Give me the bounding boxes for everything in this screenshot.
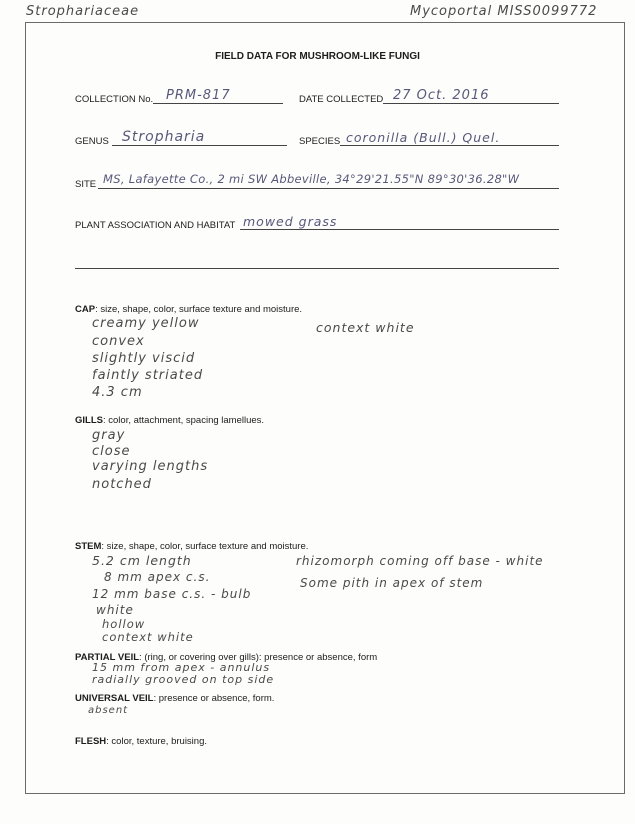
habitat-line-2 — [75, 268, 559, 269]
gills-line-2[interactable]: close — [92, 444, 131, 459]
collection-number-label: COLLECTION No. — [75, 94, 154, 105]
collection-number-value[interactable]: PRM-817 — [166, 88, 231, 103]
partial-veil-line-2[interactable]: radially grooved on top side — [92, 673, 275, 686]
habitat-line — [240, 229, 559, 230]
stem-note-2[interactable]: Some pith in apex of stem — [300, 576, 484, 590]
species-line — [340, 145, 559, 146]
gills-line-1[interactable]: gray — [92, 428, 126, 443]
site-label: SITE — [75, 179, 97, 190]
cap-line-5[interactable]: 4.3 cm — [92, 385, 143, 400]
gills-title-rest: : color, attachment, spacing lamellues. — [102, 415, 265, 426]
family-name: Strophariaceae — [26, 4, 140, 19]
gills-line-4[interactable]: notched — [92, 477, 152, 492]
habitat-label: PLANT ASSOCIATION AND HABITAT — [75, 220, 236, 231]
cap-section-title — [75, 304, 302, 315]
stem-note-1[interactable]: rhizomorph coming off base - white — [296, 554, 544, 568]
form-title: FIELD DATA FOR MUSHROOM-LIKE FUNGI — [215, 51, 420, 62]
cap-line-3[interactable]: slightly viscid — [92, 351, 196, 366]
stem-section-title — [75, 541, 308, 552]
date-collected-line — [383, 103, 559, 104]
cap-title-bold: CAP — [75, 304, 96, 315]
stem-title-rest: : size, shape, color, surface texture and moisture. — [101, 541, 309, 552]
partial-veil-line-1[interactable]: 15 mm from apex - annulus — [92, 661, 271, 674]
genus-label: GENUS — [75, 136, 109, 147]
universal-veil-section-title — [75, 693, 274, 704]
flesh-section-title — [75, 736, 207, 747]
cap-line-2[interactable]: convex — [92, 334, 145, 349]
genus-value[interactable]: Stropharia — [122, 129, 206, 145]
universal-veil-title-rest: : presence or absence, form. — [153, 693, 275, 704]
gills-line-3[interactable]: varying lengths — [92, 459, 209, 474]
date-collected-label: DATE COLLECTED — [299, 94, 384, 105]
site-line — [98, 188, 559, 189]
stem-line-6[interactable]: context white — [102, 630, 194, 644]
cap-note[interactable]: context white — [316, 320, 415, 335]
genus-line — [112, 145, 287, 146]
habitat-value[interactable]: mowed grass — [243, 214, 338, 229]
universal-veil-title-bold: UNIVERSAL VEIL — [75, 693, 154, 704]
species-value[interactable]: coronilla (Bull.) Quel. — [346, 130, 501, 145]
stem-title-bold: STEM — [75, 541, 102, 552]
flesh-title-bold: FLESH — [75, 736, 107, 747]
stem-line-3[interactable]: 12 mm base c.s. - bulb — [92, 587, 252, 601]
cap-title-rest: : size, shape, color, surface texture and moisture. — [95, 304, 303, 315]
universal-veil-line-1[interactable]: absent — [88, 705, 129, 716]
flesh-title-rest: : color, texture, bruising. — [106, 736, 207, 747]
site-value[interactable]: MS, Lafayette Co., 2 mi SW Abbeville, 34°29'21.55"N 89°30'36.28"W — [103, 172, 520, 186]
gills-title-bold: GILLS — [75, 415, 103, 426]
gills-section-title — [75, 415, 264, 426]
cap-line-1[interactable]: creamy yellow — [92, 316, 200, 331]
partial-veil-title-rest: : (ring, or covering over gills): presence or absence, form — [139, 652, 378, 663]
portal-catalog-id: Mycoportal MISS0099772 — [410, 4, 598, 19]
stem-line-1[interactable]: 5.2 cm length — [92, 553, 192, 568]
stem-line-4[interactable]: white — [96, 603, 134, 617]
collection-number-line — [153, 103, 283, 104]
cap-line-4[interactable]: faintly striated — [92, 368, 204, 383]
species-label: SPECIES — [299, 136, 341, 147]
date-collected-value[interactable]: 27 Oct. 2016 — [393, 88, 490, 103]
stem-line-5[interactable]: hollow — [102, 617, 146, 631]
partial-veil-title-bold: PARTIAL VEIL — [75, 652, 140, 663]
stem-line-2[interactable]: 8 mm apex c.s. — [104, 570, 211, 584]
